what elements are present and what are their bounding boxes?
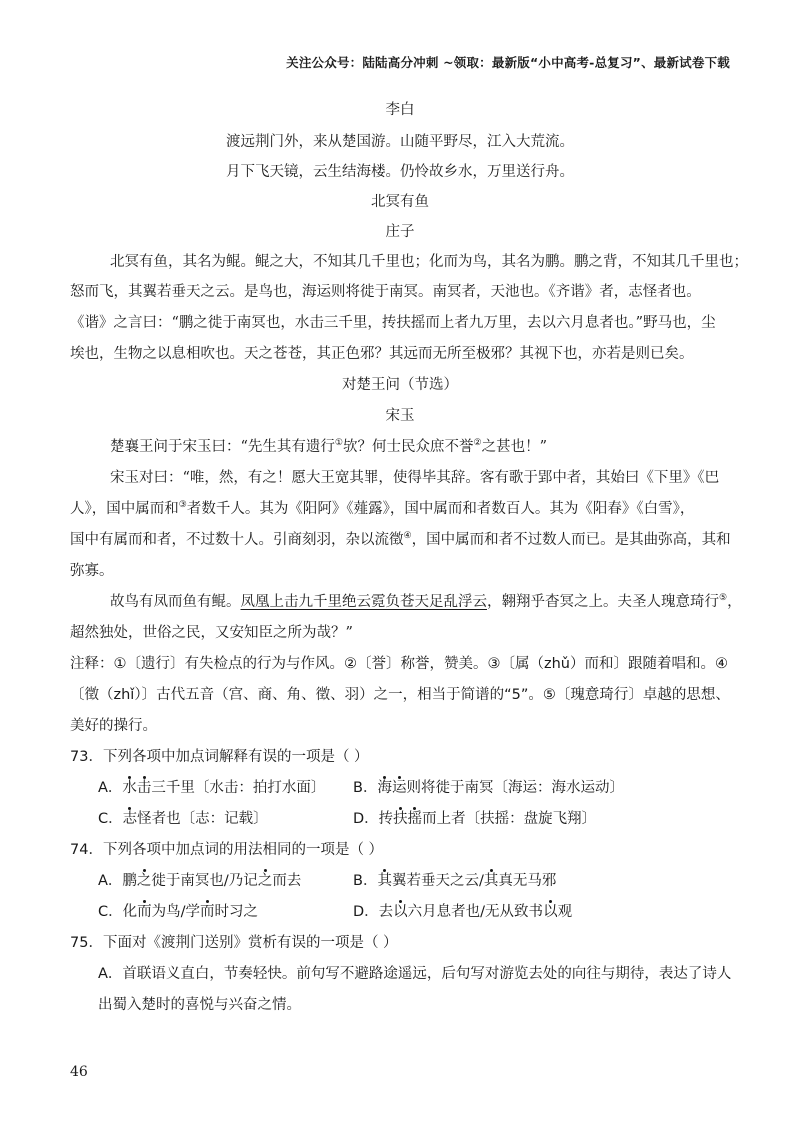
q74-option-c: C．化而为鸟/学而时习之 (98, 904, 259, 920)
passage3-para3-line2: 超然独处，世俗之民，又安知臣之所为哉？” (70, 625, 353, 641)
passage3-author: 宋玉 (385, 408, 415, 424)
passage2-title: 北冥有鱼 (371, 194, 429, 210)
page-number: 46 (70, 1064, 88, 1080)
passage2-line1: 北冥有鱼，其名为鲲。鲲之大，不知其几千里也；化而为鸟，其名为鹏。鹏之背，不知其几千里也； (110, 254, 748, 270)
q73-option-c: C．志怪者也〔志：记载〕 (98, 811, 268, 827)
poem1-line1: 渡远荆门外，来从楚国游。山随平野尽，江入大荒流。 (226, 134, 574, 150)
q74-option-b: B．其翼若垂天之云/其真无马邪 (353, 873, 557, 889)
passage3-para2-line2: 人》，国中属而和③者数千人。其为《阳阿》《薤露》，国中属而和者数百人。其为《阳春》《白雪》， (70, 500, 695, 517)
q73-option-d: D．抟扶摇而上者〔扶摇：盘旋飞翔〕 (353, 811, 597, 827)
q74-stem: 74．下列各项中加点词的用法相同的一项是（ ） (70, 842, 384, 858)
passage2-line4: 埃也，生物之以息相吹也。天之苍苍，其正色邪？其远而无所至极邪？其视下也，亦若是则已矣。 (70, 346, 694, 362)
passage3-para2-line3: 国中有属而和者，不过数十人。引商刻羽，杂以流徵④，国中属而和者不过数人而已。是其曲弥高，其和 (70, 531, 731, 548)
passage3-para2-line4: 弥寡。 (70, 563, 114, 579)
q75-option-a-line1: A．首联语义直白，节奏轻快。前句写不避路途遥远，后句写对游览去处的向往与期待，表达了诗人 (98, 966, 732, 982)
page-header-banner: 关注公众号：陆陆高分冲刺 ~领取：最新版“小中高考-总复习”、最新试卷下载 (286, 55, 730, 70)
notes-line1: 注释：①〔遗行〕有失检点的行为与作风。②〔誉〕称誉，赞美。③〔属（zhǔ）而和〕跟随着唱和。④ (70, 656, 728, 672)
notes-line3: 美好的操行。 (70, 718, 157, 734)
q74-option-a: A．鹏之徙于南冥也/乃记之而去 (98, 873, 302, 889)
passage2-author: 庄子 (385, 224, 415, 240)
q73-stem: 73．下列各项中加点词解释有误的一项是（ ） (70, 749, 369, 765)
notes-line2: 〔徵（zhǐ）〕古代五音（宫、商、角、徵、羽）之一，相当于简谱的“5”。⑤〔瑰意琦行〕卓越的思想、 (70, 687, 730, 703)
q75-stem: 75．下面对《渡荆门送别》赏析有误的一项是（ ） (70, 935, 398, 951)
poem1-line2: 月下飞天镜，云生结海楼。仍怜故乡水，万里送行舟。 (226, 164, 574, 180)
passage3-title: 对楚王问（节选） (342, 377, 458, 393)
q75-option-a-line2: 出蜀入楚时的喜悦与兴奋之情。 (98, 997, 301, 1013)
q73-option-a: A．水击三千里〔水击：拍打水面〕 (98, 780, 326, 796)
passage3-para1: 楚襄王问于宋玉曰：“先生其有遗行①欤？何士民众庶不誉②之甚也！” (110, 438, 547, 455)
underlined-sentence: 凤凰上击九千里绝云霓负苍天足乱浮云 (240, 594, 487, 610)
q74-option-d: D．去以六月息者也/无从致书以观 (353, 904, 573, 920)
passage2-line2: 怒而飞，其翼若垂天之云。是鸟也，海运则将徙于南冥。南冥者，天池也。《齐谐》者，志怪者也。 (70, 284, 701, 300)
poem1-author: 李白 (385, 102, 415, 118)
passage2-line3: 《谐》之言曰：“鹏之徙于南冥也，水击三千里，抟扶摇而上者九万里，去以六月息者也。”野马也，尘 (70, 315, 716, 331)
passage3-para3-line1: 故鸟有凤而鱼有鲲。凤凰上击九千里绝云霓负苍天足乱浮云，翱翔乎杳冥之上。夫圣人瑰意琦行⑤， (110, 593, 742, 610)
q73-option-b: B．海运则将徙于南冥〔海运：海水运动〕 (353, 780, 624, 796)
passage3-para2-line1: 宋玉对曰：“唯，然，有之！愿大王宽其罪，使得毕其辞。客有歌于郢中者，其始曰《下里》《巴 (110, 470, 720, 486)
